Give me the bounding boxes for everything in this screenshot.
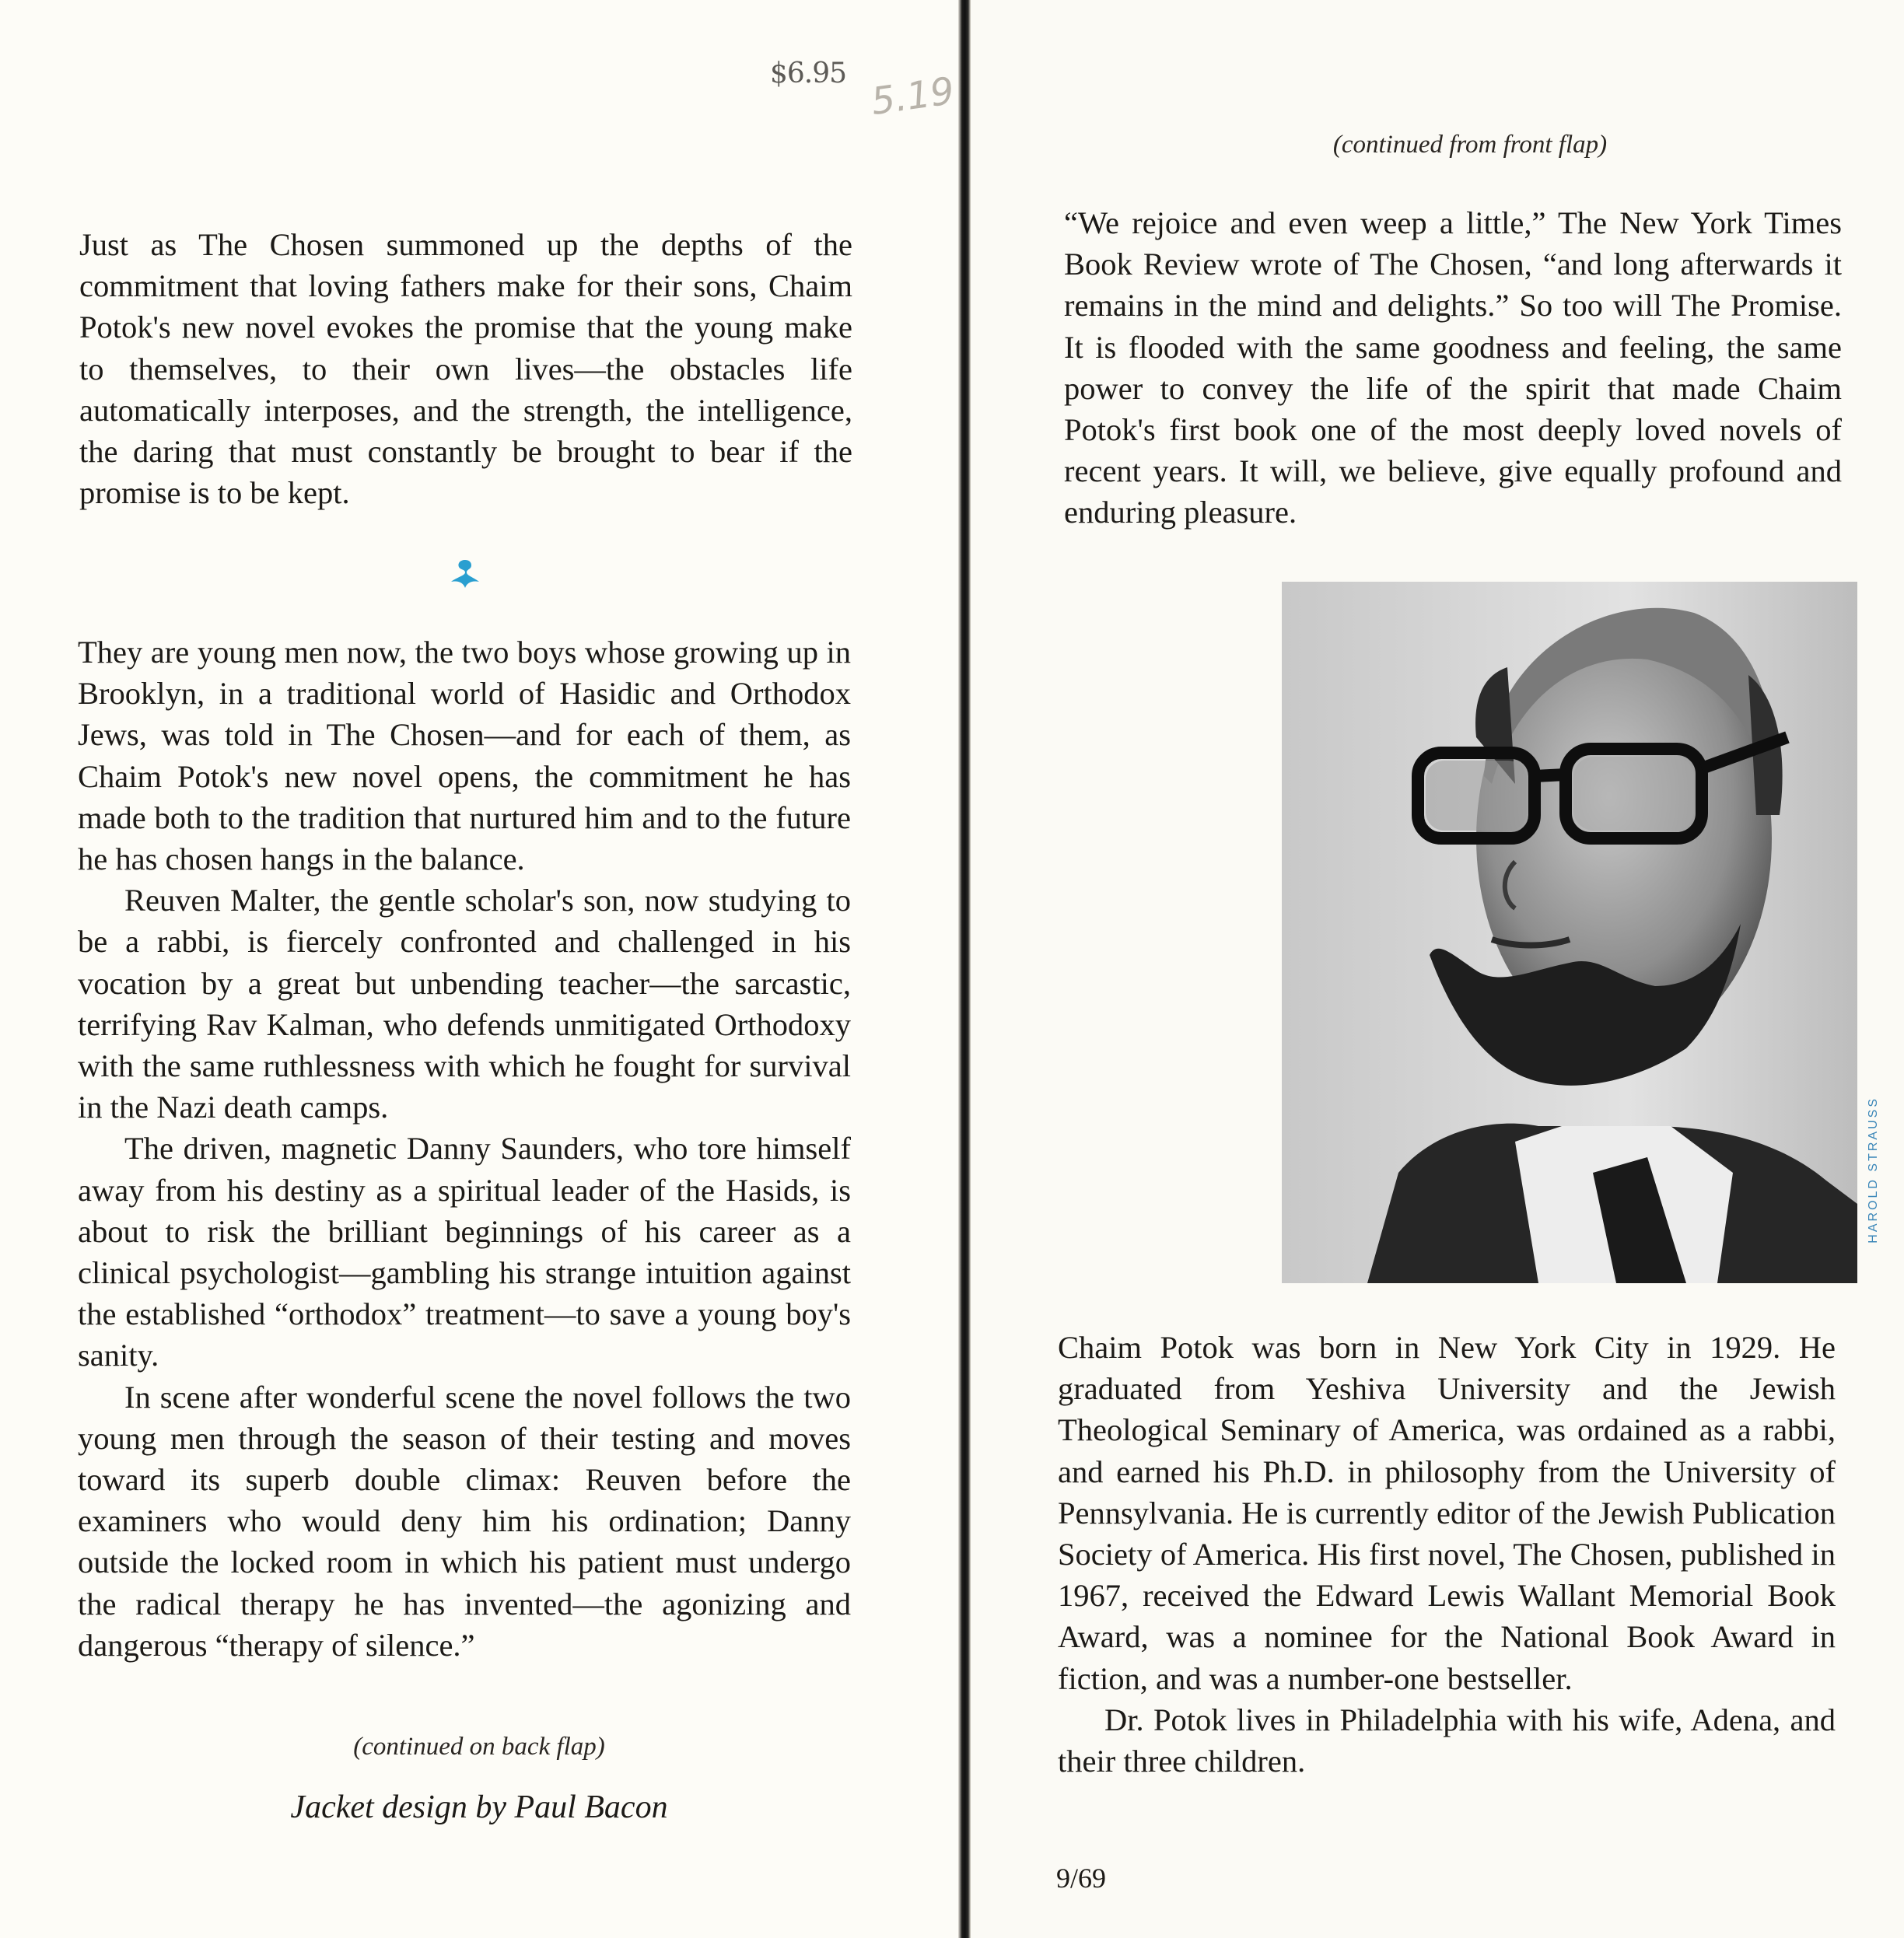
continued-from-front-flap: (continued from front flap) [1332, 131, 1608, 159]
back-flap [971, 0, 1904, 1938]
author-portrait-image [1282, 582, 1857, 1283]
intro-paragraph [79, 224, 852, 513]
jacket-design-credit: Jacket design by Paul Bacon [290, 1789, 668, 1825]
photo-credit: HAROLD STRAUSS [1867, 1097, 1880, 1244]
review-paragraph [1064, 202, 1842, 533]
bio-paragraph-2: Dr. Potok lives in Philadelphia with his wife, Adena, and their three children. [1058, 1702, 1836, 1779]
synopsis-paragraph-3: The driven, magnetic Danny Saunders, who tore himself away from his destiny as a spiritual leader of the Hasids, is about to risk the brilliant beginnings of his career as a clinical psychologist—gambling his strange intuition against the established “orthodox” treatment—to save a young boy's sanity. [78, 1131, 851, 1373]
continued-on-back-flap: (continued on back flap) [353, 1733, 605, 1761]
author-bio [1058, 1327, 1836, 1782]
date-code: 9/69 [1056, 1863, 1107, 1894]
review-text: “We rejoice and even weep a little,” The New York Times Book Review wrote of The Chosen, “and long afterwards it remains in the mind and delights.” So too will The Promise. It is flooded with the same goodness and feeling, the same power to convey the life of the spirit that made Chaim Potok's first book one of the most deeply loved novels of recent years. It will, we believe, give equally profound and enduring pleasure. [1064, 205, 1842, 530]
bio-paragraph-1: Chaim Potok was born in New York City in 1929. He graduated from Yeshiva University and the Jewish Theological Seminary of America, was ordained as a rabbi, and earned his Ph.D. in philosophy from the University of Pennsylvania. He is currently editor of the Jewish Publication Society of America. His first novel, The Chosen, published in 1967, received the Edward Lewis Wallant Memorial Book Award, was a nominee for the National Book Award in fiction, and was a number-one bestseller. [1058, 1330, 1836, 1696]
synopsis-paragraph-4: In scene after wonderful scene the novel follows the two young men through the season of their testing and moves toward its superb double climax: Reuven before the examiners who would deny him his ordination; Danny outside the locked room in which his patient must undergo the radical therapy he has invented—the agonizing and dangerous “therapy of silence.” [78, 1379, 851, 1663]
price-label: $6.95 [770, 58, 847, 89]
synopsis [78, 631, 851, 1666]
synopsis-paragraph-2: Reuven Malter, the gentle scholar's son, now studying to be a rabbi, is fiercely confronted and challenged in his vocation by a great but unbending teacher—the sarcastic, terrifying Rav Kalman, who defends unmitigated Orthodoxy with the same ruthlessness with which he fought for survival in the Nazi death camps. [78, 883, 851, 1125]
flap-fold-gap [958, 0, 971, 1938]
synopsis-paragraph-1: They are young men now, the two boys whose growing up in Brooklyn, in a traditional world of Hasidic and Orthodox Jews, was told in The Chosen—and for each of them, as Chaim Potok's new novel opens, the commitment he has made both to the tradition that nurtured him and to the future he has chosen hangs in the balance. [78, 635, 851, 877]
author-photo [1282, 582, 1857, 1283]
ornament-icon [443, 552, 487, 596]
intro-text: Just as The Chosen summoned up the depths of the commitment that loving fathers make for their sons, Chaim Potok's new novel evokes the promise that the young make to themselves, to their own lives—the obstacles life automatically interposes, and the strength, the intelligence, the daring that must constantly be brought to bear if the promise is to be kept. [79, 227, 852, 511]
pencil-mark: 5.19 [868, 68, 957, 124]
